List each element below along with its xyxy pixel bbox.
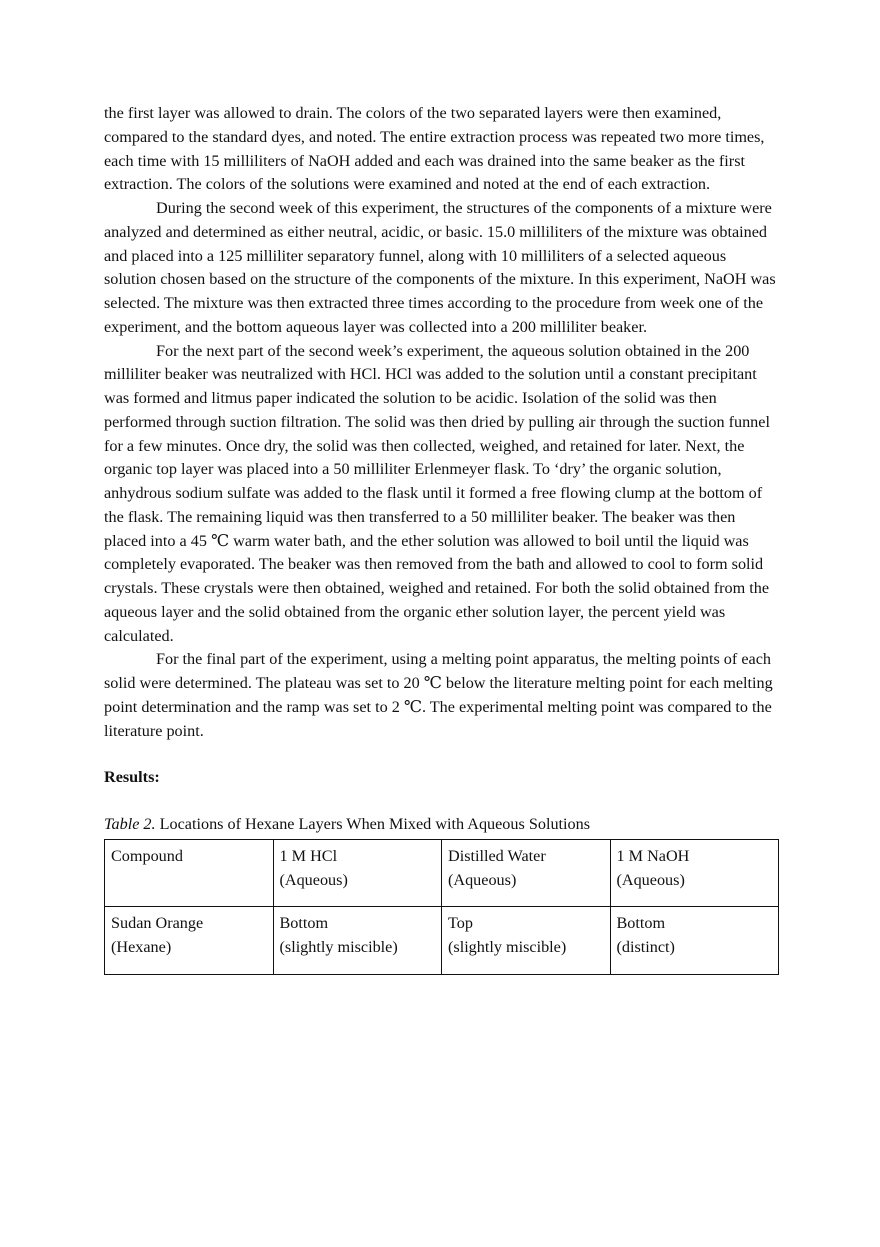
- cell-naoh: Bottom: [616, 914, 666, 933]
- table-header-row: [105, 839, 779, 907]
- header-water-sub: (Aqueous): [448, 870, 517, 889]
- table-header-cell: [442, 839, 611, 907]
- paragraph-melting-point: For the final part of the experiment, using a melting point apparatus, the melting points of each solid were determined. The plateau was set to 20 ℃ below the literature melting point for each melting point determination and the ramp was set to 2 ℃. The experimental melting point was compared to the literature point.: [104, 650, 773, 740]
- header-naoh: 1 M NaOH: [616, 846, 690, 865]
- results-heading: Results:: [104, 768, 160, 787]
- header-hcl: 1 M HCl: [279, 846, 338, 865]
- document-page: [104, 102, 780, 975]
- cell-compound: Sudan Orange: [111, 914, 204, 933]
- table-header-cell: [610, 839, 779, 907]
- cell-hcl: Bottom: [279, 914, 329, 933]
- cell-naoh-sub: (distinct): [616, 938, 675, 956]
- header-compound: Compound: [111, 846, 183, 865]
- table-header-cell: [105, 839, 274, 907]
- cell-hcl-sub: (slightly miscible): [279, 938, 398, 956]
- table-row: [105, 907, 779, 975]
- table-cell: [442, 907, 611, 975]
- hexane-layers-table: [104, 839, 779, 975]
- cell-water-sub: (slightly miscible): [448, 938, 567, 956]
- header-naoh-sub: (Aqueous): [616, 870, 685, 889]
- cell-water: Top: [448, 914, 473, 933]
- table-caption-text: Locations of Hexane Layers When Mixed with Aqueous Solutions: [155, 815, 591, 833]
- cell-compound-sub: (Hexane): [111, 938, 172, 956]
- table-header-cell: [273, 839, 442, 907]
- header-hcl-sub: (Aqueous): [279, 870, 348, 889]
- header-water: Distilled Water: [448, 846, 546, 865]
- table-cell: [610, 907, 779, 975]
- paragraph-second-week: During the second week of this experiment, the structures of the components of a mixture were analyzed and determined as either neutral, acidic, or basic. 15.0 milliliters of the mixture was obtained and placed into a 125 milliliter separatory funnel, along with 10 milliliters of a selected aqueous solution chosen based on the structure of the components of the mixture. In this experiment, NaOH was selected. The mixture was then extracted three times according to the procedure from week one of the experiment, and the bottom aqueous layer was collected into a 200 milliliter beaker.: [104, 199, 776, 336]
- paragraph-extraction-continued: the first layer was allowed to drain. The colors of the two separated layers were then examined, compared to the standard dyes, and noted. The entire extraction process was repeated two more times, each time with 15 milliliters of NaOH added and each was drained into the same beaker as the first extraction. The colors of the solutions were examined and noted at the end of each extraction.: [104, 104, 765, 194]
- table-caption-label: Table 2.: [104, 815, 156, 833]
- table-cell: [105, 907, 274, 975]
- table-caption: [104, 813, 780, 837]
- paragraph-neutralization: For the next part of the second week’s experiment, the aqueous solution obtained in the 200 milliliter beaker was neutralized with HCl. HCl was added to the solution until a constant precipitant was formed and litmus paper indicated the solution to be acidic. Isolation of the solid was then performed through suction filtration. The solid was then dried by pulling air through the suction funnel for a few minutes. Once dry, the solid was then collected, weighed, and retained for later. Next, the organic top layer was placed into a 50 milliliter Erlenmeyer flask. To ‘dry’ the organic solution, anhydrous sodium sulfate was added to the flask until it formed a free flowing clump at the bottom of the flask. The remaining liquid was then transferred to a 50 milliliter beaker. The beaker was then placed into a 45 ℃ warm water bath, and the ether solution was allowed to boil until the liquid was completely evaporated. The beaker was then removed from the bath and allowed to cool to form solid crystals. These crystals were then obtained, weighed and retained. For both the solid obtained from the aqueous layer and the solid obtained from the organic ether solution layer, the percent yield was calculated.: [104, 341, 770, 645]
- table-cell: [273, 907, 442, 975]
